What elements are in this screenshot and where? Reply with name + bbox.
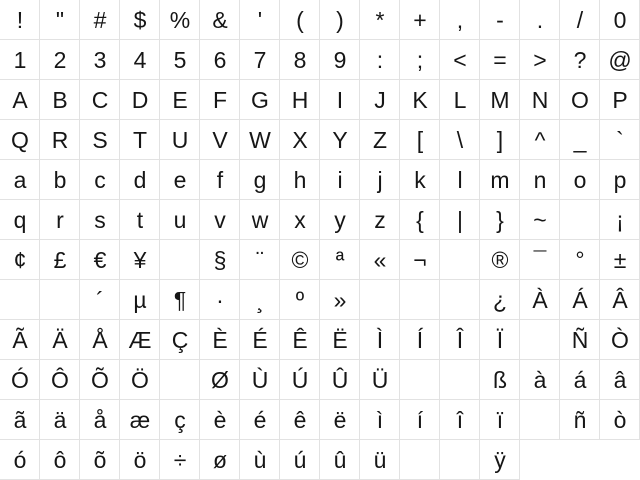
glyph-cell: ü bbox=[360, 440, 400, 480]
glyph-cell: ô bbox=[40, 440, 80, 480]
glyph-cell: 3 bbox=[80, 40, 120, 80]
glyph-cell: 0 bbox=[600, 0, 640, 40]
glyph-cell: 6 bbox=[200, 40, 240, 80]
glyph-cell: 9 bbox=[320, 40, 360, 80]
empty-glyph-cell bbox=[360, 280, 400, 320]
glyph-cell: z bbox=[360, 200, 400, 240]
glyph-cell: ¶ bbox=[160, 280, 200, 320]
glyph-cell: Ó bbox=[0, 360, 40, 400]
empty-glyph-cell bbox=[400, 280, 440, 320]
glyph-cell: q bbox=[0, 200, 40, 240]
glyph-cell: Ä bbox=[40, 320, 80, 360]
empty-glyph-cell bbox=[440, 240, 480, 280]
glyph-cell: û bbox=[320, 440, 360, 480]
glyph-cell: ë bbox=[320, 400, 360, 440]
glyph-cell: å bbox=[80, 400, 120, 440]
glyph-cell: ! bbox=[0, 0, 40, 40]
glyph-cell: Ñ bbox=[560, 320, 600, 360]
glyph-cell: u bbox=[160, 200, 200, 240]
glyph-cell: C bbox=[80, 80, 120, 120]
glyph-cell: 7 bbox=[240, 40, 280, 80]
glyph-cell: k bbox=[400, 160, 440, 200]
glyph-cell: ï bbox=[480, 400, 520, 440]
glyph-cell: 4 bbox=[120, 40, 160, 80]
glyph-cell: á bbox=[560, 360, 600, 400]
glyph-cell: à bbox=[520, 360, 560, 400]
glyph-cell: I bbox=[320, 80, 360, 120]
glyph-cell: % bbox=[160, 0, 200, 40]
glyph-cell: l bbox=[440, 160, 480, 200]
glyph-cell: p bbox=[600, 160, 640, 200]
glyph-cell: w bbox=[240, 200, 280, 240]
glyph-cell: , bbox=[440, 0, 480, 40]
glyph-cell: K bbox=[400, 80, 440, 120]
glyph-cell: ^ bbox=[520, 120, 560, 160]
glyph-cell: M bbox=[480, 80, 520, 120]
glyph-cell: o bbox=[560, 160, 600, 200]
glyph-cell: D bbox=[120, 80, 160, 120]
glyph-cell: õ bbox=[80, 440, 120, 480]
glyph-cell: L bbox=[440, 80, 480, 120]
empty-glyph-cell bbox=[400, 360, 440, 400]
glyph-cell: V bbox=[200, 120, 240, 160]
glyph-cell: ò bbox=[600, 400, 640, 440]
glyph-cell: ç bbox=[160, 400, 200, 440]
glyph-cell: : bbox=[360, 40, 400, 80]
glyph-cell: À bbox=[520, 280, 560, 320]
glyph-cell: [ bbox=[400, 120, 440, 160]
glyph-cell: ä bbox=[40, 400, 80, 440]
glyph-cell: B bbox=[40, 80, 80, 120]
glyph-cell: d bbox=[120, 160, 160, 200]
glyph-cell: 2 bbox=[40, 40, 80, 80]
glyph-cell: S bbox=[80, 120, 120, 160]
glyph-cell: } bbox=[480, 200, 520, 240]
empty-glyph-cell bbox=[160, 360, 200, 400]
glyph-cell: e bbox=[160, 160, 200, 200]
glyph-cell: Ò bbox=[600, 320, 640, 360]
glyph-cell: ¯ bbox=[520, 240, 560, 280]
glyph-cell: > bbox=[520, 40, 560, 80]
glyph-cell: G bbox=[240, 80, 280, 120]
glyph-cell: Ö bbox=[120, 360, 160, 400]
glyph-cell: æ bbox=[120, 400, 160, 440]
glyph-cell: $ bbox=[120, 0, 160, 40]
glyph-cell: _ bbox=[560, 120, 600, 160]
glyph-cell: É bbox=[240, 320, 280, 360]
glyph-cell: ; bbox=[400, 40, 440, 80]
glyph-cell: ¢ bbox=[0, 240, 40, 280]
glyph-cell: H bbox=[280, 80, 320, 120]
glyph-cell: h bbox=[280, 160, 320, 200]
glyph-cell: Å bbox=[80, 320, 120, 360]
glyph-cell: Y bbox=[320, 120, 360, 160]
empty-glyph-cell bbox=[520, 400, 560, 440]
glyph-cell: \ bbox=[440, 120, 480, 160]
glyph-cell: - bbox=[480, 0, 520, 40]
glyph-cell: { bbox=[400, 200, 440, 240]
glyph-cell: O bbox=[560, 80, 600, 120]
glyph-cell: ¿ bbox=[480, 280, 520, 320]
glyph-cell: Ù bbox=[240, 360, 280, 400]
glyph-cell: E bbox=[160, 80, 200, 120]
glyph-cell: Ô bbox=[40, 360, 80, 400]
glyph-cell: X bbox=[280, 120, 320, 160]
glyph-cell: î bbox=[440, 400, 480, 440]
glyph-cell: * bbox=[360, 0, 400, 40]
glyph-cell: x bbox=[280, 200, 320, 240]
glyph-cell: Á bbox=[560, 280, 600, 320]
glyph-cell: # bbox=[80, 0, 120, 40]
glyph-cell: c bbox=[80, 160, 120, 200]
glyph-cell: Õ bbox=[80, 360, 120, 400]
empty-glyph-cell bbox=[440, 440, 480, 480]
glyph-cell: â bbox=[600, 360, 640, 400]
glyph-cell: µ bbox=[120, 280, 160, 320]
glyph-cell: s bbox=[80, 200, 120, 240]
glyph-cell: ó bbox=[0, 440, 40, 480]
glyph-cell: @ bbox=[600, 40, 640, 80]
glyph-cell: W bbox=[240, 120, 280, 160]
glyph-cell: Ê bbox=[280, 320, 320, 360]
glyph-cell: y bbox=[320, 200, 360, 240]
glyph-cell: Î bbox=[440, 320, 480, 360]
glyph-cell: © bbox=[280, 240, 320, 280]
glyph-cell: ¥ bbox=[120, 240, 160, 280]
glyph-cell: . bbox=[520, 0, 560, 40]
glyph-cell: f bbox=[200, 160, 240, 200]
glyph-cell: « bbox=[360, 240, 400, 280]
glyph-cell: ù bbox=[240, 440, 280, 480]
glyph-cell: Ï bbox=[480, 320, 520, 360]
empty-glyph-cell bbox=[560, 200, 600, 240]
glyph-cell: m bbox=[480, 160, 520, 200]
glyph-cell: b bbox=[40, 160, 80, 200]
glyph-cell: è bbox=[200, 400, 240, 440]
glyph-cell: » bbox=[320, 280, 360, 320]
glyph-cell: ? bbox=[560, 40, 600, 80]
glyph-cell: / bbox=[560, 0, 600, 40]
glyph-cell: r bbox=[40, 200, 80, 240]
glyph-cell: È bbox=[200, 320, 240, 360]
glyph-cell: ß bbox=[480, 360, 520, 400]
glyph-cell: n bbox=[520, 160, 560, 200]
glyph-cell: J bbox=[360, 80, 400, 120]
glyph-cell: ° bbox=[560, 240, 600, 280]
glyph-cell: ¡ bbox=[600, 200, 640, 240]
glyph-cell: 1 bbox=[0, 40, 40, 80]
glyph-cell: ÷ bbox=[160, 440, 200, 480]
glyph-cell: ÿ bbox=[480, 440, 520, 480]
glyph-cell: Â bbox=[600, 280, 640, 320]
glyph-cell: Ç bbox=[160, 320, 200, 360]
glyph-cell: ® bbox=[480, 240, 520, 280]
glyph-cell: ] bbox=[480, 120, 520, 160]
glyph-cell: ¬ bbox=[400, 240, 440, 280]
glyph-cell: ' bbox=[240, 0, 280, 40]
glyph-cell: Ú bbox=[280, 360, 320, 400]
glyph-cell: 5 bbox=[160, 40, 200, 80]
glyph-cell: Í bbox=[400, 320, 440, 360]
glyph-cell: Q bbox=[0, 120, 40, 160]
glyph-cell: = bbox=[480, 40, 520, 80]
glyph-cell: ± bbox=[600, 240, 640, 280]
glyph-cell: v bbox=[200, 200, 240, 240]
glyph-cell: ¨ bbox=[240, 240, 280, 280]
glyph-cell: ú bbox=[280, 440, 320, 480]
empty-glyph-cell bbox=[440, 280, 480, 320]
empty-glyph-cell bbox=[0, 280, 40, 320]
glyph-cell: A bbox=[0, 80, 40, 120]
glyph-cell: g bbox=[240, 160, 280, 200]
glyph-cell: Æ bbox=[120, 320, 160, 360]
glyph-cell: Ì bbox=[360, 320, 400, 360]
glyph-cell: £ bbox=[40, 240, 80, 280]
glyph-cell: a bbox=[0, 160, 40, 200]
glyph-cell: ¸ bbox=[240, 280, 280, 320]
glyph-cell: ê bbox=[280, 400, 320, 440]
empty-glyph-cell bbox=[440, 360, 480, 400]
glyph-cell: ì bbox=[360, 400, 400, 440]
glyph-cell: ø bbox=[200, 440, 240, 480]
glyph-cell: € bbox=[80, 240, 120, 280]
glyph-cell: " bbox=[40, 0, 80, 40]
glyph-cell: é bbox=[240, 400, 280, 440]
glyph-cell: 8 bbox=[280, 40, 320, 80]
glyph-cell: ( bbox=[280, 0, 320, 40]
glyph-cell: U bbox=[160, 120, 200, 160]
glyph-cell: T bbox=[120, 120, 160, 160]
glyph-cell: i bbox=[320, 160, 360, 200]
glyph-cell: ñ bbox=[560, 400, 600, 440]
glyph-cell: ` bbox=[600, 120, 640, 160]
glyph-cell: Z bbox=[360, 120, 400, 160]
glyph-cell: Ü bbox=[360, 360, 400, 400]
glyph-cell: F bbox=[200, 80, 240, 120]
empty-glyph-cell bbox=[40, 280, 80, 320]
glyph-cell: § bbox=[200, 240, 240, 280]
empty-glyph-cell bbox=[160, 240, 200, 280]
empty-glyph-cell bbox=[520, 320, 560, 360]
glyph-cell: + bbox=[400, 0, 440, 40]
glyph-cell: Ë bbox=[320, 320, 360, 360]
glyph-cell: & bbox=[200, 0, 240, 40]
glyph-cell: · bbox=[200, 280, 240, 320]
glyph-cell: Ã bbox=[0, 320, 40, 360]
glyph-cell: ª bbox=[320, 240, 360, 280]
glyph-cell: j bbox=[360, 160, 400, 200]
glyph-cell: | bbox=[440, 200, 480, 240]
glyph-cell: R bbox=[40, 120, 80, 160]
empty-glyph-cell bbox=[400, 440, 440, 480]
glyph-cell: ã bbox=[0, 400, 40, 440]
glyph-cell: P bbox=[600, 80, 640, 120]
glyph-cell: N bbox=[520, 80, 560, 120]
glyph-cell: t bbox=[120, 200, 160, 240]
glyph-cell: ö bbox=[120, 440, 160, 480]
glyph-cell: < bbox=[440, 40, 480, 80]
glyph-cell: í bbox=[400, 400, 440, 440]
glyph-cell: Ø bbox=[200, 360, 240, 400]
glyph-cell: ´ bbox=[80, 280, 120, 320]
glyph-cell: ) bbox=[320, 0, 360, 40]
glyph-cell: Û bbox=[320, 360, 360, 400]
glyph-cell: º bbox=[280, 280, 320, 320]
glyph-cell: ~ bbox=[520, 200, 560, 240]
